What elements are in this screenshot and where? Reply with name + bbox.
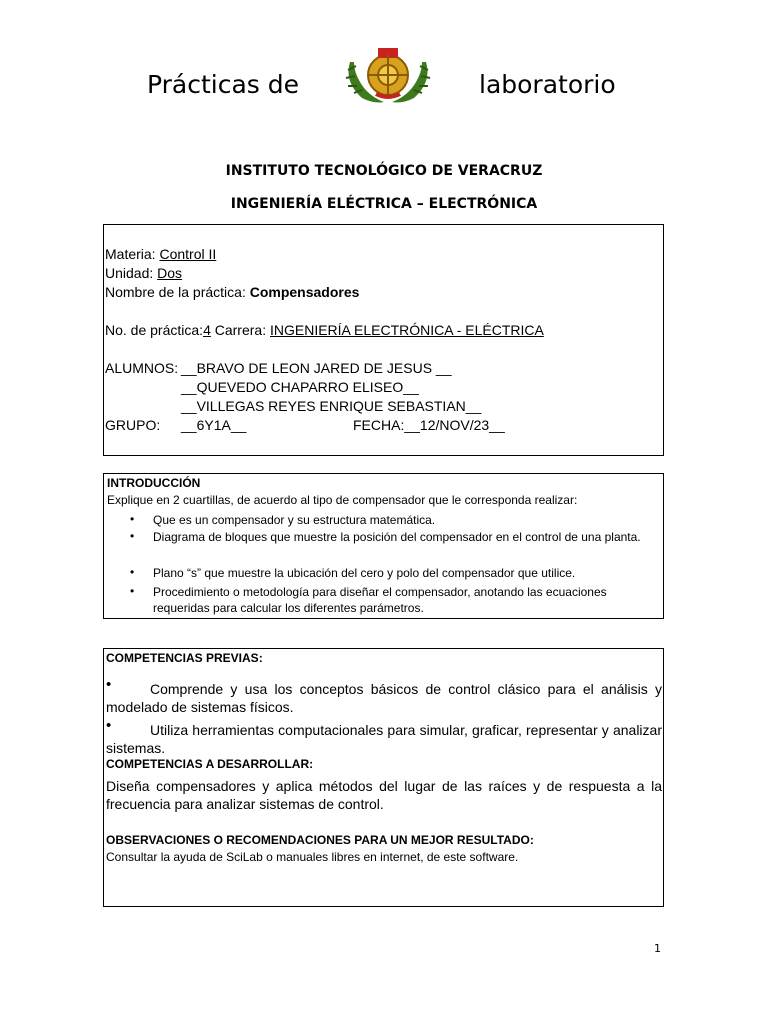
bullet-dot: • <box>106 676 112 693</box>
bullet-dot: • <box>130 584 135 598</box>
nombre-value: Compensadores <box>249 284 360 300</box>
materia-line <box>105 244 216 264</box>
desarrollar-title: COMPETENCIAS A DESARROLLAR: <box>106 757 314 771</box>
alumno-3: __VILLEGAS REYES ENRIQUE SEBASTIAN__ <box>181 398 482 414</box>
nombre-label: Nombre de la práctica: <box>105 284 250 300</box>
alumno-1: __BRAVO DE LEON JARED DE JESUS __ <box>181 360 452 376</box>
grupo-label: GRUPO: <box>105 417 161 433</box>
unidad-line <box>105 263 182 283</box>
practica-line <box>105 320 544 340</box>
grupo-value: __6Y1A__ <box>181 417 247 433</box>
unidad-value: Dos <box>157 265 183 281</box>
observaciones-text: Consultar la ayuda de SciLab o manuales libres en internet, de este software. <box>106 850 519 864</box>
desarrollar-text: Diseña compensadores y aplica métodos del lugar de las raíces y de respuesta a la frecuencia para analizar sistemas de control. <box>106 778 662 812</box>
carrera-label: Carrera: <box>210 322 270 338</box>
previas-title: COMPETENCIAS PREVIAS: <box>106 651 263 665</box>
no-label: No. de práctica: <box>105 322 204 338</box>
intro-bullet-4: Procedimiento o metodología para diseñar el compensador, anotando las ecuaciones requeridas para calcular los diferentes parámetros. <box>153 585 607 615</box>
intro-text: Explique en 2 cuartillas, de acuerdo al tipo de compensador que le corresponda realizar: <box>107 493 578 507</box>
carrera-value: INGENIERÍA ELECTRÓNICA - ELÉCTRICA <box>269 322 544 338</box>
bullet-dot: • <box>106 717 112 734</box>
bullet-dot: • <box>130 512 135 526</box>
career-title: INGENIERÍA ELÉCTRICA – ELECTRÓNICA <box>230 196 538 212</box>
bullet-dot: • <box>130 529 135 543</box>
alumno-2: __QUEVEDO CHAPARRO ELISEO__ <box>181 379 419 395</box>
alumnos-label: ALUMNOS: <box>105 360 179 376</box>
institute-emblem-icon <box>340 42 436 106</box>
institute-name: INSTITUTO TECNOLÓGICO DE VERACRUZ <box>225 163 543 179</box>
intro-bullet-3: Plano “s” que muestre la ubicación del cero y polo del compensador que utilice. <box>153 566 576 580</box>
intro-title: INTRODUCCIÓN <box>107 476 201 490</box>
observaciones-title: OBSERVACIONES O RECOMENDACIONES PARA UN MEJOR RESULTADO: <box>106 833 534 847</box>
header-left-title: Prácticas de <box>147 70 300 99</box>
previa-2: Utiliza herramientas computacionales para simular, graficar, representar y analizar sistemas. <box>106 722 662 756</box>
intro-bullet-1: Que es un compensador y su estructura matemática. <box>153 513 436 527</box>
unidad-label: Unidad: <box>105 265 158 281</box>
bullet-dot: • <box>130 565 135 579</box>
page-number: 1 <box>654 942 661 955</box>
intro-bullet-2: Diagrama de bloques que muestre la posición del compensador en el control de una planta. <box>153 530 641 544</box>
nombre-line <box>105 282 359 302</box>
materia-value: Control II <box>159 246 217 262</box>
no-value: 4 <box>203 322 211 338</box>
previa-1: Comprende y usa los conceptos básicos de control clásico para el análisis y modelado de sistemas físicos. <box>106 681 662 715</box>
header-right-title: laboratorio <box>479 70 616 99</box>
materia-label: Materia: <box>105 246 160 262</box>
fecha-value: FECHA:__12/NOV/23__ <box>353 417 505 433</box>
